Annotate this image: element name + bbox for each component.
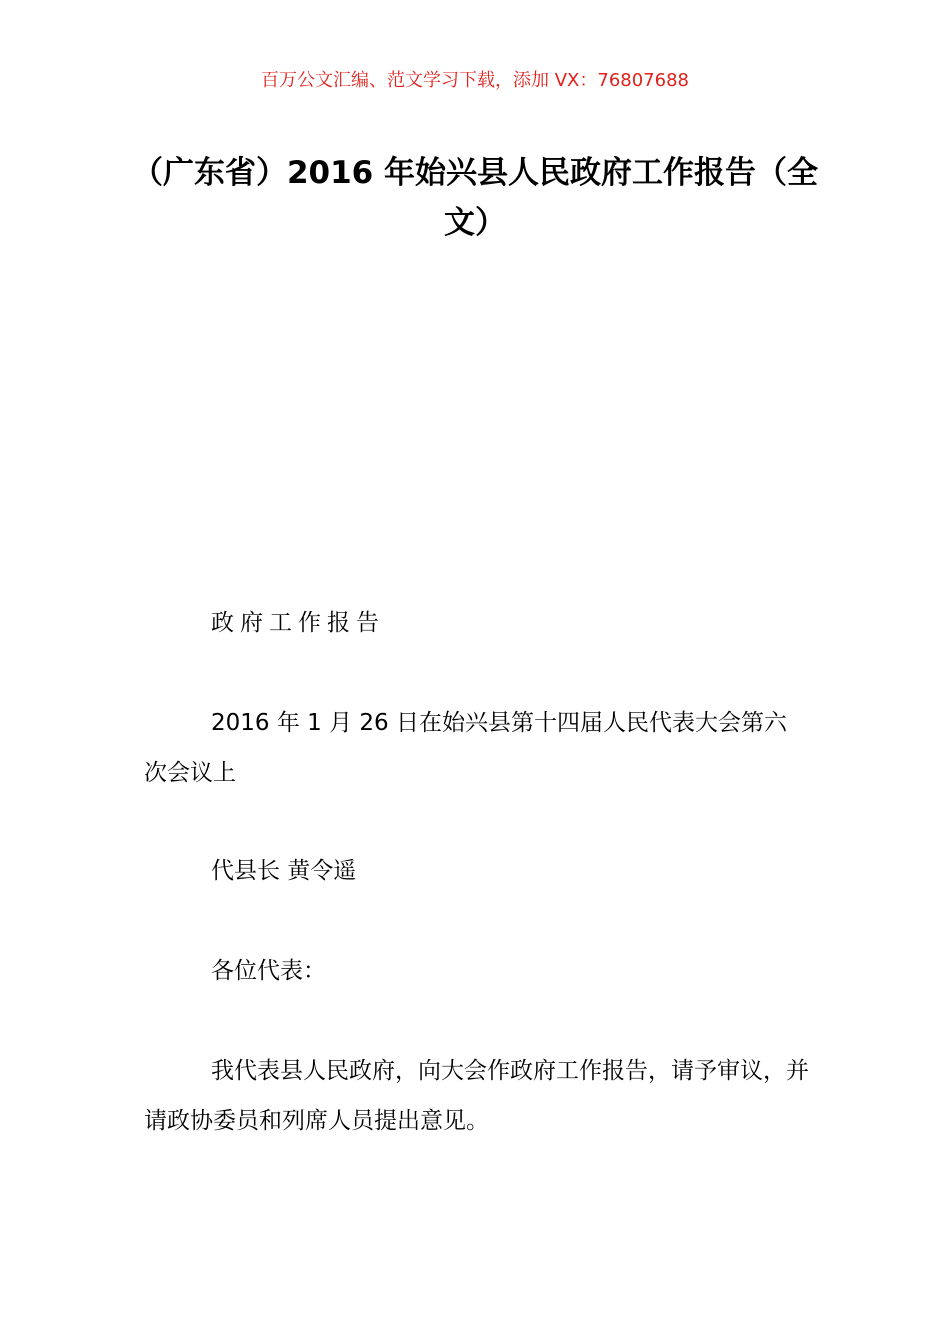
- header-banner: 百万公文汇编、范文学习下载，添加 VX：76807688: [261, 70, 689, 91]
- speaker-line: 代县长 黄令遥: [211, 858, 357, 884]
- salutation: 各位代表：: [211, 958, 326, 984]
- document-title: （广东省）2016 年始兴县人民政府工作报告（全文）: [131, 155, 819, 241]
- body-paragraph: 我代表县人民政府，向大会作政府工作报告，请予审议，并请政协委员和列席人员提出意见。: [144, 1058, 809, 1134]
- report-heading: 政府工作报告: [211, 610, 385, 636]
- meeting-line: 2016 年 1 月 26 日在始兴县第十四届人民代表大会第六次会议上: [144, 710, 787, 786]
